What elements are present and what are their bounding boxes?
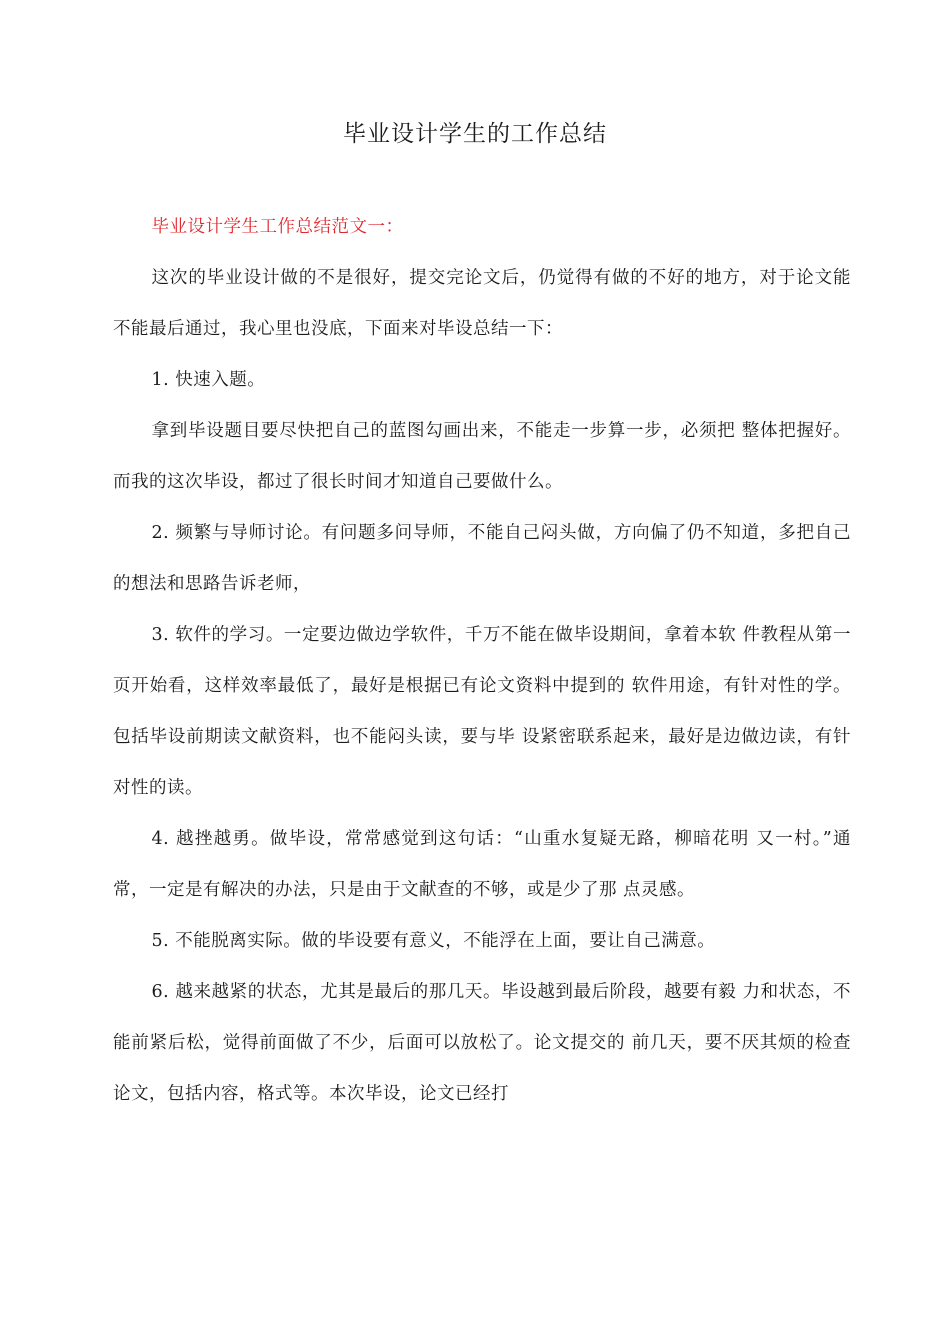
paragraph-item-4: 4. 越挫越勇。做毕设，常常感觉到这句话：“山重水复疑无路，柳暗花明 又一村。”通常，一定是有解决的办法，只是由于文献查的不够，或是少了那 点灵感。 [113, 829, 851, 900]
paragraph-intro: 这次的毕业设计做的不是很好，提交完论文后，仍觉得有做的不好的地方，对于论文能不能最后通过，我心里也没底，下面来对毕设总结一下： [113, 268, 851, 339]
paragraph-item-1-title: 1. 快速入题。 [151, 370, 266, 390]
document-title: 毕业设计学生的工作总结 [343, 121, 607, 147]
paragraph-item-2: 2. 频繁与导师讨论。有问题多问导师，不能自己闷头做，方向偏了仍不知道，多把自己的想法和思路告诉老师， [113, 523, 851, 594]
paragraph-item-3: 3. 软件的学习。一定要边做边学软件，千万不能在做毕设期间，拿着本软 件教程从第一页开始看，这样效率最低了，最好是根据已有论文资料中提到的 软件用途，有针对性的学。包括毕设前期读文献资料，也不能闷头读，要与毕 设紧密联系起来，最好是边做边读，有针对性的读。 [113, 625, 851, 798]
section-heading: 毕业设计学生工作总结范文一： [151, 217, 404, 237]
paragraph-item-5: 5. 不能脱离实际。做的毕设要有意义，不能浮在上面，要让自己满意。 [151, 931, 716, 951]
document-body [113, 202, 851, 1120]
paragraph-item-1-body: 拿到毕设题目要尽快把自己的蓝图勾画出来，不能走一步算一步，必须把 整体把握好。而我的这次毕设，都过了很长时间才知道自己要做什么。 [113, 421, 851, 492]
paragraph-item-6: 6. 越来越紧的状态，尤其是最后的那几天。毕设越到最后阶段，越要有毅 力和状态，不能前紧后松，觉得前面做了不少，后面可以放松了。论文提交的 前几天，要不厌其烦的检查论文，包括内容，格式等。本次毕设，论文已经打 [113, 982, 851, 1104]
